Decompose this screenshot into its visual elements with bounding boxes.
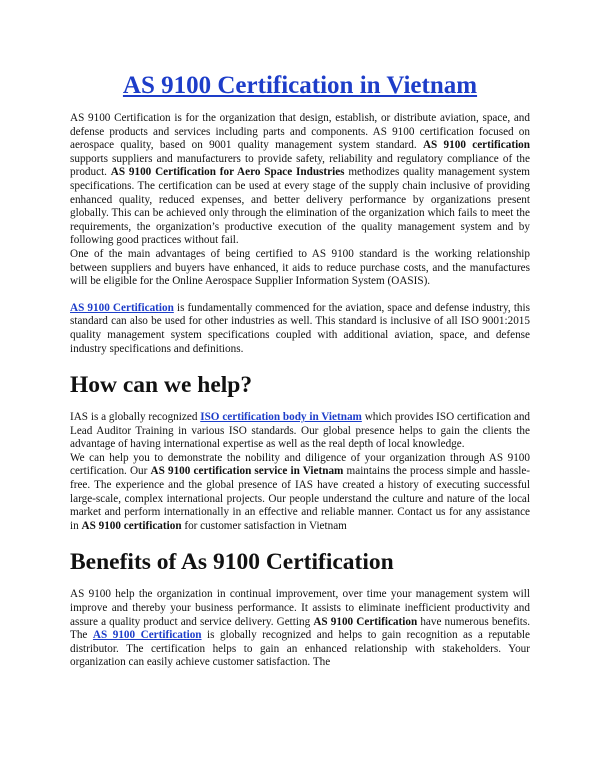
- benefits-text-1: AS 9100 help the organization in continual improvement, over time your management system will improve and thereby your business performance. It assists to eliminate inefficient productivity and assure a quality product and service delivery. Getting: [70, 588, 530, 628]
- benefits-bold-1: AS 9100 Certification: [313, 615, 418, 628]
- benefits-text-2: have numerous benefits. The: [70, 615, 531, 642]
- page-title-link[interactable]: AS 9100 Certification in Vietnam: [122, 72, 478, 99]
- help-text-2c: for customer satisfaction in Vietnam: [184, 519, 347, 532]
- help-paragraph-2: [70, 452, 530, 534]
- intro-text-2: supports suppliers and manufacturers to provide safety, reliability and regulatory compliance of the product.: [70, 152, 530, 179]
- help-text-2b: maintains the process simple and hassle-free. The experience and the global presence of IAS have created a history of executing successful large-scale, complex international projects. Our people understand the culture and nature of the local market and perform internationally in an effective and reliable manner. Contact us for any assistance in: [70, 465, 531, 532]
- fundamental-text: is fundamentally commenced for the aviation, space and defense industry, this standard can also be used for other industries as well. This standard is inclusive of all ISO 9001:2015 quality management system specifications coupled with additional aviation, space, and defense industry specifications and definitions.: [70, 301, 530, 355]
- help-text-2a: We can help you to demonstrate the nobility and diligence of your organization through AS 9100 certification. Our: [70, 451, 530, 478]
- as9100-certification-link[interactable]: AS 9100 Certification: [70, 301, 174, 314]
- intro-text-1: AS 9100 Certification is for the organization that design, establish, or distribute aviation, space, and defense products and services including parts and components. AS 9100 certification focused on aerospace quality, based on 9001 quality management system standard.: [70, 112, 530, 152]
- intro-bold-1: AS 9100 certification: [422, 139, 530, 152]
- intro-text-3: methodizes quality management system specifications. The certification can be used at every stage of the supply chain inclusive of providing enhanced quality, reduced expenses, and better delivery performance by organizations present globally. This can be achieved only through the elimination of the organization which fails to meet the requirements, the organization’s productive execution of the quality management system and by following good practices without fail.: [70, 166, 531, 247]
- advantages-paragraph: One of the main advantages of being certified to AS 9100 standard is the working relationship between suppliers and buyers have enhanced, it aids to reduce purchase costs, and the manufactures will be eligible for the Online Aerospace Supplier Information System (OASIS).: [70, 247, 530, 288]
- fundamental-paragraph: [70, 302, 530, 356]
- help-bold-certification: AS 9100 certification: [81, 519, 182, 532]
- help-bold-service: AS 9100 certification service in Vietnam: [150, 465, 344, 478]
- iso-certification-body-link[interactable]: ISO certification body in Vietnam: [200, 411, 362, 424]
- benefits-heading: Benefits of As 9100 Certification: [70, 549, 394, 576]
- benefits-as9100-link[interactable]: AS 9100 Certification: [92, 629, 202, 642]
- help-text-1b: which provides ISO certification and Lead Auditor Training in various ISO standards. Our global presence helps to gain the clients the advantage of having international expertise as well as the real depth of local knowledge.: [70, 411, 531, 451]
- help-heading: How can we help?: [70, 372, 253, 399]
- help-text-1a: IAS is a globally recognized: [70, 411, 198, 424]
- benefits-paragraph: [70, 588, 530, 670]
- help-paragraph-1: [70, 411, 530, 452]
- document-page: [70, 72, 530, 670]
- intro-bold-2: AS 9100 Certification for Aero Space Industries: [110, 166, 345, 179]
- page-title: [70, 72, 530, 100]
- intro-paragraph: [70, 112, 530, 248]
- benefits-text-3: is globally recognized and helps to gain recognition as a reputable distributor. The certification helps to gain an enhanced relationship with stakeholders. Your organization can easily achieve customer satisfaction. The: [70, 629, 530, 669]
